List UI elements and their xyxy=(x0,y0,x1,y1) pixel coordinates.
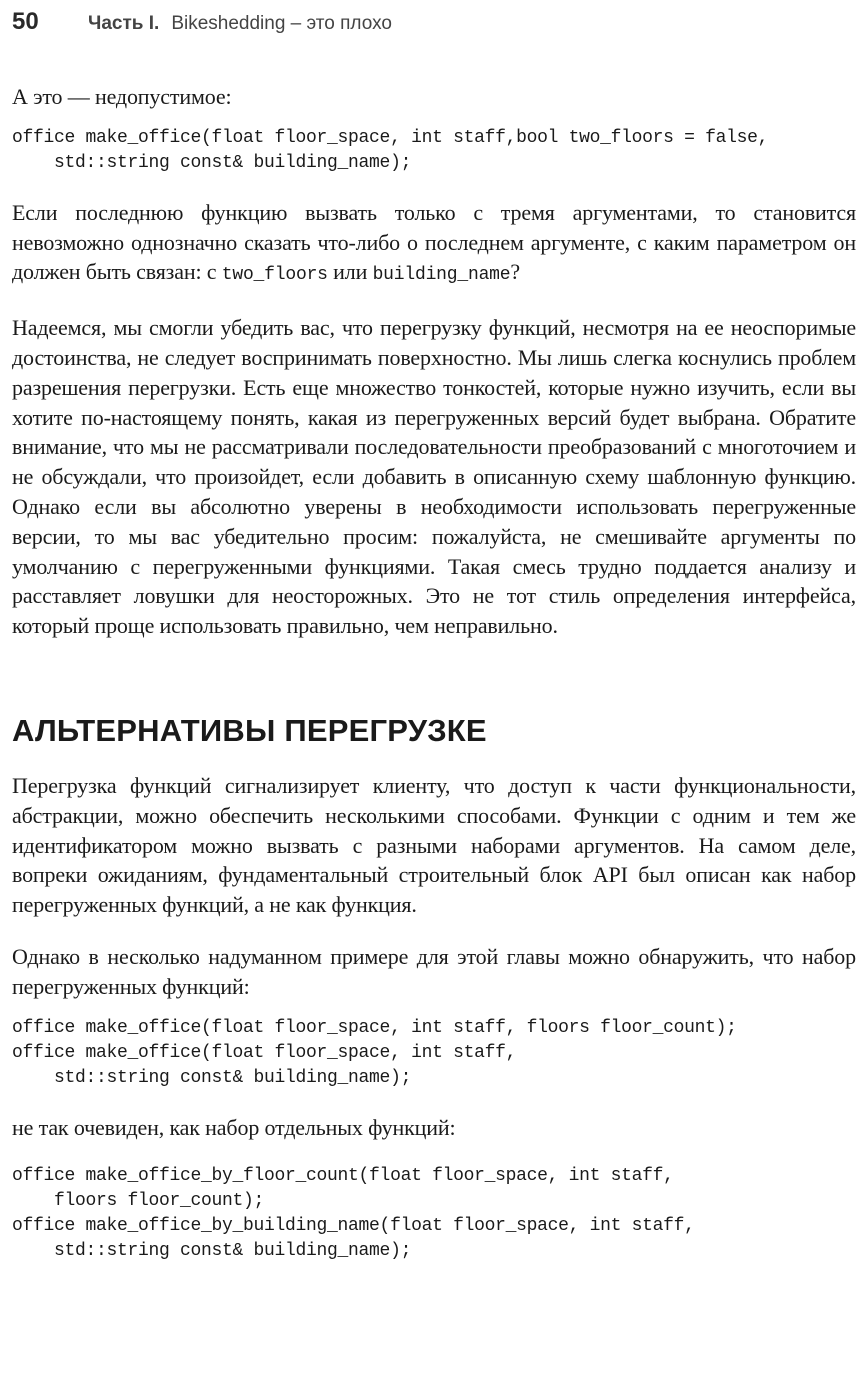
inline-code-two-floors: two_floors xyxy=(221,265,328,286)
inline-code-building-name: building_name xyxy=(372,265,511,286)
paragraph-text: Если последнюю функцию вызвать только с тремя аргументами, то становится невозможно однозначно сказать что-либо о последнем аргументе, с каким параметром он должен быть связан: с xyxy=(12,199,856,285)
page-number: 50 xyxy=(12,8,39,35)
paragraph-overload-signals: Перегрузка функций сигнализирует клиенту, что доступ к части функциональности, абстракции, можно обеспечить несколькими способами. Функции с одним и тем же идентификатором можно вызвать с разными наборами аргументов. На самом деле, вопреки ожиданиям, фундаментальный строительный блок API был описан как набор перегруженных функций, а не как функция. xyxy=(12,772,856,918)
chapter-title: Bikeshedding – это плохо xyxy=(171,13,392,34)
paragraph-ambiguous-call xyxy=(12,198,856,291)
paragraph-contrived-example: Однако в несколько надуманном примере для этой главы можно обнаружить, что набор перегруженных функций: xyxy=(12,943,856,999)
running-head xyxy=(12,8,392,42)
intro-line: А это — недопустимое: xyxy=(12,84,232,109)
page-content xyxy=(12,82,856,1264)
code-block-invalid-declaration: office make_office(float floor_space, int staff,bool two_floors = false, std::string const& building_name); xyxy=(12,127,769,173)
code-block-overloads: office make_office(float floor_space, int staff, floors floor_count); office make_office(float floor_space, int staff, std::string const& building_name); xyxy=(12,1017,737,1088)
part-label: Часть I. xyxy=(88,13,160,34)
code-block-separate-functions: office make_office_by_floor_count(float floor_space, int staff, floors floor_count); office make_office_by_building_name(float floor_space, int staff, std::string const& building_name); xyxy=(12,1166,695,1262)
paragraph-overload-warning: Надеемся, мы смогли убедить вас, что перегрузку функций, несмотря на ее неоспоримые достоинства, не следует воспринимать поверхностно. Мы лишь слегка коснулись проблем разрешения перегрузки. Есть еще множество тонкостей, которые нужно изучить, если вы хотите по-настоящему понять, какая из перегруженных версий будет выбрана. Обратите внимание, что мы не рассматривали последовательности преобразований с многоточием и не обсуждали, что произойдет, если добавить в описанную схему шаблонную функцию. Однако если вы абсолютно уверены в необходимости использовать перегруженные версии, то мы вас убедительно просим: пожалуйста, не смешивайте аргументы по умолчанию с перегруженными функциями. Такая смесь трудно поддается анализу и расставляет ловушки для неосторожных. Это не тот стиль определения интерфейса, который проще использовать правильно, чем неправильно. xyxy=(12,315,856,639)
paragraph-text: или xyxy=(327,259,373,285)
paragraph-text: ? xyxy=(510,259,521,285)
paragraph-separate-functions: не так очевиден, как набор отдельных функций: xyxy=(12,1114,456,1140)
section-heading: АЛЬТЕРНАТИВЫ ПЕРЕГРУЗКЕ xyxy=(12,712,487,748)
